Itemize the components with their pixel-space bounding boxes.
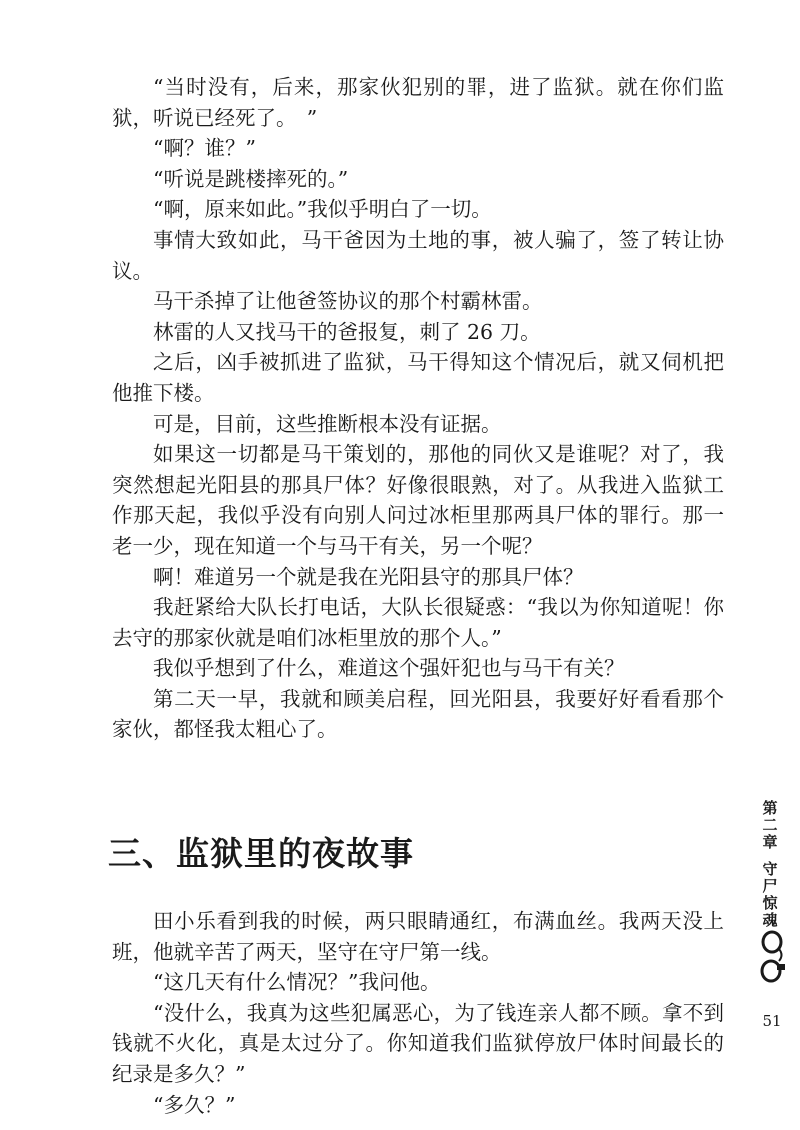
body-text-top xyxy=(112,72,724,745)
paragraph: 田小乐看到我的时候，两只眼睛通红，布满血丝。我两天没上班，他就辛苦了两天，坚守在守尸第一线。 xyxy=(112,909,724,964)
body-text-bottom xyxy=(112,906,724,1120)
paragraph: 啊！难道另一个就是我在光阳县守的那具尸体？ xyxy=(153,564,584,589)
paragraph: 事情大致如此，马干爸因为土地的事，被人骗了，签了转让协议。 xyxy=(112,227,724,283)
paragraph: 我似乎想到了什么，难道这个强奸犯也与马干有关？ xyxy=(153,656,625,681)
paragraph: 林雷的人又找马干的爸报复，刺了 26 刀。 xyxy=(153,319,541,344)
paragraph: 之后，凶手被抓进了监狱，马干得知这个情况后，就又伺机把他推下楼。 xyxy=(112,350,724,405)
chapter-char: 守 xyxy=(762,860,778,878)
chapter-char: 惊 xyxy=(762,894,778,912)
paragraph: “啊？谁？” xyxy=(153,136,256,161)
chapter-char: 章 xyxy=(762,833,778,851)
paragraph: “当时没有，后来，那家伙犯别的罪，进了监狱。就在你们监狱，听说已经死了。 ” xyxy=(112,75,724,130)
page-number: 51 xyxy=(762,1012,782,1030)
paragraph: “听说是跳楼摔死的。” xyxy=(153,166,349,191)
handcuffs-icon xyxy=(757,928,789,984)
paragraph: “没什么，我真为这些犯属恶心，为了钱连亲人都不顾。拿不到钱就不火化，真是太过分了。你知道我们监狱停放尸体时间最长的纪录是多久？” xyxy=(112,1000,724,1086)
paragraph: 如果这一切都是马干策划的，那他的同伙又是谁呢？对了，我突然想起光阳县的那具尸体？好像很眼熟，对了。从我进入监狱工作那天起，我似乎没有向别人问过冰柜里那两具尸体的罪行。那一老一少，现在知道一个与马干有关，另一个呢？ xyxy=(112,442,724,558)
chapter-char: 魂 xyxy=(762,911,778,929)
paragraph: 我赶紧给大队长打电话，大队长很疑惑：“我以为你知道呢！你去守的那家伙就是咱们冰柜里放的那个人。” xyxy=(112,595,724,650)
paragraph: “啊，原来如此。”我似乎明白了一切。 xyxy=(153,197,492,222)
chapter-char: 第 xyxy=(762,799,778,817)
paragraph: 第二天一早，我就和顾美启程，回光阳县，我要好好看看那个家伙，都怪我太粗心了。 xyxy=(112,686,724,742)
paragraph: “多久？” xyxy=(153,1092,236,1117)
paragraph: 马干杀掉了让他爸签协议的那个村霸林雷。 xyxy=(153,289,543,314)
paragraph: “这几天有什么情况？”我问他。 xyxy=(153,970,441,995)
section-title: 三、监狱里的夜故事 xyxy=(108,834,414,873)
chapter-char: 二 xyxy=(762,816,778,834)
chapter-side-label xyxy=(758,800,782,929)
paragraph: 可是，目前，这些推断根本没有证据。 xyxy=(153,411,502,436)
chapter-char: 尸 xyxy=(762,877,778,895)
